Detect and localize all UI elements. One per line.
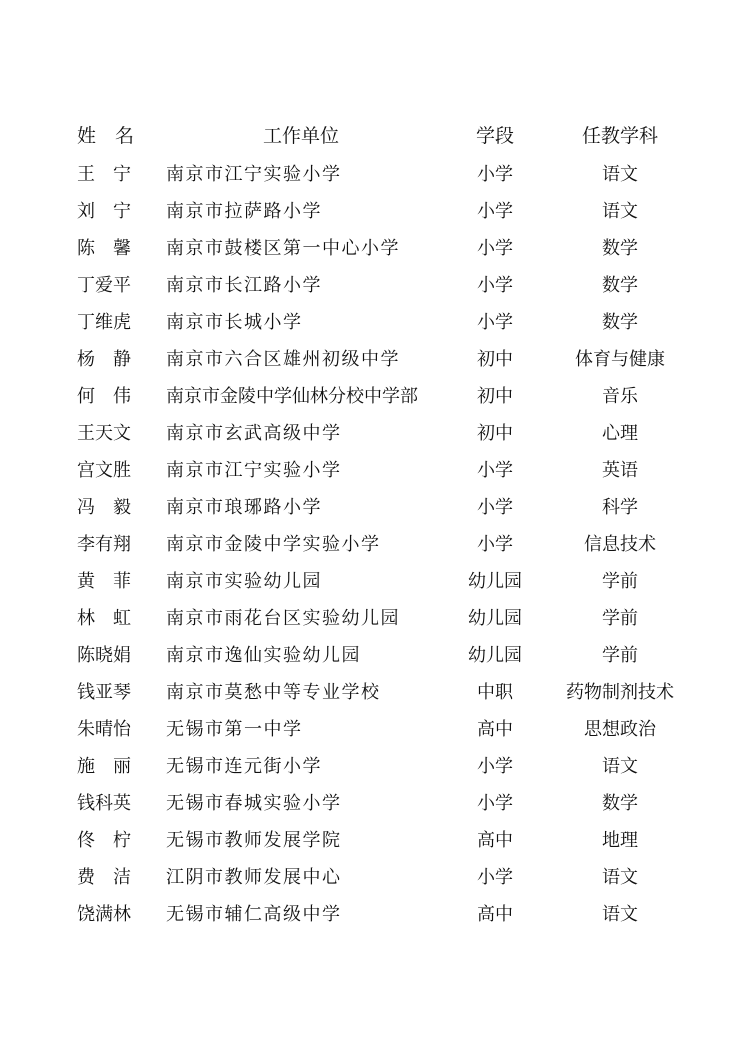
cell-name: 陈晓娟 [77, 645, 131, 666]
table-row [0, 304, 750, 341]
table-row [0, 563, 750, 600]
cell-subject: 心理 [602, 423, 638, 444]
cell-subject: 语文 [602, 904, 638, 925]
cell-subject: 语文 [602, 867, 638, 888]
cell-subject: 学前 [602, 608, 638, 629]
table-row [0, 859, 750, 896]
cell-subject: 学前 [602, 571, 638, 592]
cell-subject: 语文 [602, 164, 638, 185]
cell-stage: 高中 [477, 830, 513, 851]
cell-unit: 无锡市连元街小学 [166, 756, 322, 777]
cell-stage: 小学 [477, 867, 513, 888]
cell-name: 王 宁 [77, 164, 131, 185]
cell-subject: 地理 [602, 830, 638, 851]
cell-subject: 药物制剂技术 [566, 682, 674, 703]
table-row [0, 230, 750, 267]
cell-name: 佟 柠 [77, 830, 131, 851]
table-row [0, 267, 750, 304]
table-row [0, 896, 750, 933]
cell-stage: 幼儿园 [468, 571, 522, 592]
table-row [0, 674, 750, 711]
cell-unit: 南京市六合区雄州初级中学 [166, 349, 400, 370]
cell-subject: 数学 [602, 793, 638, 814]
cell-stage: 小学 [477, 164, 513, 185]
table-row [0, 785, 750, 822]
cell-subject: 数学 [602, 275, 638, 296]
cell-name: 杨 静 [77, 349, 131, 370]
cell-unit: 无锡市春城实验小学 [166, 793, 342, 814]
table-row [0, 600, 750, 637]
cell-stage: 中职 [477, 682, 513, 703]
cell-subject: 数学 [602, 312, 638, 333]
table-row [0, 193, 750, 230]
table-row [0, 822, 750, 859]
cell-name: 施 丽 [77, 756, 131, 777]
cell-name: 林 虹 [77, 608, 131, 629]
cell-stage: 小学 [477, 201, 513, 222]
cell-unit: 江阴市教师发展中心 [166, 867, 342, 888]
cell-stage: 小学 [477, 497, 513, 518]
cell-stage: 小学 [477, 312, 513, 333]
cell-unit: 无锡市辅仁高级中学 [166, 904, 342, 925]
cell-subject: 思想政治 [584, 719, 656, 740]
cell-unit: 南京市莫愁中等专业学校 [166, 682, 381, 703]
cell-stage: 初中 [477, 423, 513, 444]
cell-name: 丁爱平 [77, 275, 131, 296]
cell-name: 饶满林 [77, 904, 131, 925]
table-row [0, 711, 750, 748]
table-row [0, 156, 750, 193]
cell-subject: 数学 [602, 238, 638, 259]
cell-unit: 南京市鼓楼区第一中心小学 [166, 238, 400, 259]
cell-subject: 语文 [602, 201, 638, 222]
table-row [0, 415, 750, 452]
cell-name: 王天文 [77, 423, 131, 444]
cell-stage: 幼儿园 [468, 608, 522, 629]
cell-stage: 小学 [477, 275, 513, 296]
cell-name: 刘 宁 [77, 201, 131, 222]
cell-name: 钱亚琴 [77, 682, 131, 703]
cell-name: 冯 毅 [77, 497, 131, 518]
table-row [0, 489, 750, 526]
cell-name: 宫文胜 [77, 460, 131, 481]
cell-unit: 南京市逸仙实验幼儿园 [166, 645, 361, 666]
cell-subject: 语文 [602, 756, 638, 777]
cell-subject: 音乐 [602, 386, 638, 407]
cell-name: 何 伟 [77, 386, 131, 407]
header-name: 姓 名 [77, 125, 135, 147]
header-subject: 任教学科 [581, 125, 658, 147]
cell-unit: 南京市金陵中学仙林分校中学部 [166, 386, 418, 407]
table-row [0, 341, 750, 378]
cell-unit: 南京市琅琊路小学 [166, 497, 322, 518]
cell-stage: 高中 [477, 719, 513, 740]
cell-unit: 无锡市教师发展学院 [166, 830, 342, 851]
cell-stage: 初中 [477, 349, 513, 370]
cell-stage: 初中 [477, 386, 513, 407]
cell-name: 费 洁 [77, 867, 131, 888]
table-row [0, 637, 750, 674]
cell-unit: 南京市长城小学 [166, 312, 303, 333]
cell-subject: 体育与健康 [575, 349, 665, 370]
table-row [0, 378, 750, 415]
cell-unit: 南京市雨花台区实验幼儿园 [166, 608, 400, 629]
cell-name: 丁维虎 [77, 312, 131, 333]
cell-subject: 英语 [602, 460, 638, 481]
cell-unit: 无锡市第一中学 [166, 719, 303, 740]
cell-stage: 小学 [477, 238, 513, 259]
cell-name: 李有翔 [77, 534, 131, 555]
table-header [0, 118, 750, 155]
cell-unit: 南京市实验幼儿园 [166, 571, 322, 592]
cell-unit: 南京市金陵中学实验小学 [166, 534, 381, 555]
cell-unit: 南京市江宁实验小学 [166, 460, 342, 481]
cell-name: 黄 菲 [77, 571, 131, 592]
header-unit: 工作单位 [262, 125, 339, 147]
header-stage: 学段 [475, 125, 514, 147]
cell-unit: 南京市江宁实验小学 [166, 164, 342, 185]
cell-subject: 学前 [602, 645, 638, 666]
cell-stage: 幼儿园 [468, 645, 522, 666]
cell-unit: 南京市拉萨路小学 [166, 201, 322, 222]
cell-subject: 信息技术 [584, 534, 656, 555]
cell-unit: 南京市长江路小学 [166, 275, 322, 296]
cell-stage: 小学 [477, 756, 513, 777]
cell-subject: 科学 [602, 497, 638, 518]
cell-stage: 小学 [477, 460, 513, 481]
cell-name: 陈 馨 [77, 238, 131, 259]
cell-stage: 小学 [477, 534, 513, 555]
table-row [0, 748, 750, 785]
cell-name: 朱晴怡 [77, 719, 131, 740]
cell-stage: 高中 [477, 904, 513, 925]
cell-name: 钱科英 [77, 793, 131, 814]
table-row [0, 526, 750, 563]
table-row [0, 452, 750, 489]
cell-stage: 小学 [477, 793, 513, 814]
cell-unit: 南京市玄武高级中学 [166, 423, 342, 444]
